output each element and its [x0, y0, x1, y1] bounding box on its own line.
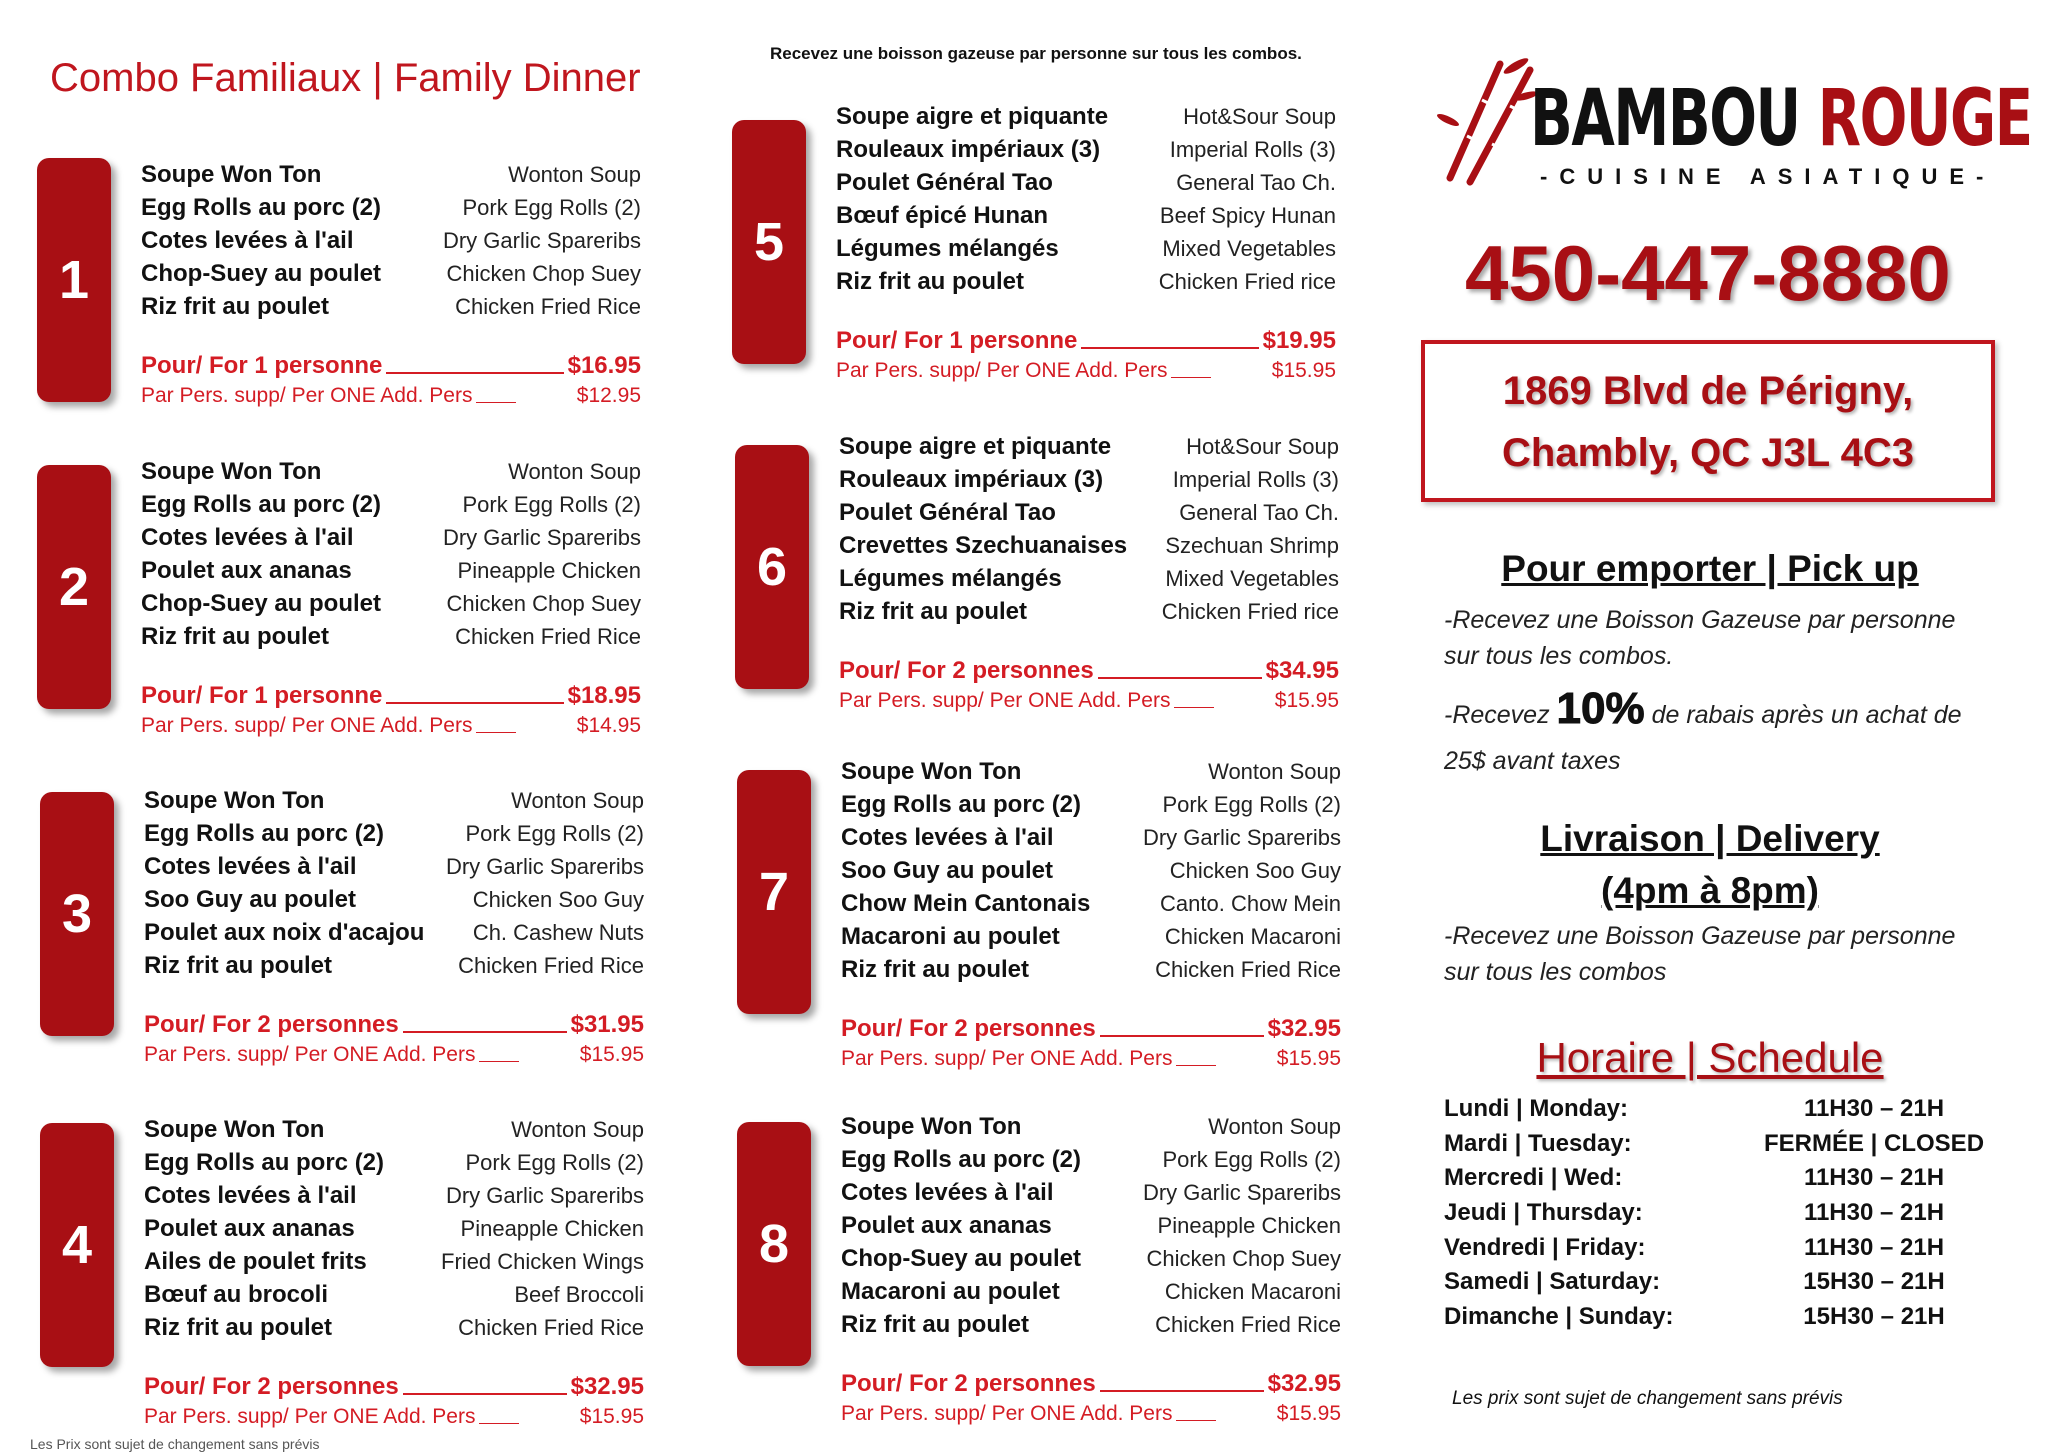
schedule-hours: 11H30 – 21H: [1803, 1233, 1945, 1261]
menu-item: [141, 191, 641, 224]
item-name-fr: Egg Rolls au porc (2): [141, 491, 382, 518]
combo-price-row: [836, 327, 1336, 355]
item-name-en: Hot&Sour Soup: [1186, 434, 1339, 459]
item-name-fr: Soupe Won Ton: [144, 1116, 325, 1143]
discount-percent: 10%: [1556, 684, 1645, 733]
footnote: Les prix sont sujet de changement sans prévis: [1452, 1388, 1843, 1409]
menu-item: [839, 430, 1339, 463]
menu-item: [144, 1113, 644, 1146]
item-name-en: Wonton Soup: [511, 1117, 644, 1142]
delivery-note: -Recevez une Boisson Gazeuse par personne sur tous les combos: [1444, 922, 1956, 986]
item-name-en: Dry Garlic Spareribs: [442, 228, 641, 253]
menu-item: [841, 1176, 1341, 1209]
combo-number-badge: 7: [737, 770, 811, 1014]
schedule-hours: 15H30 – 21H: [1803, 1303, 1945, 1331]
extra-label: Par Pers. supp/ Per ONE Add. Pers: [141, 384, 473, 407]
extra-price: $15.95: [579, 1405, 644, 1428]
schedule-hours: 11H30 – 21H: [1803, 1199, 1945, 1227]
item-name-en: Pork Egg Rolls (2): [1162, 1147, 1341, 1172]
menu-item: [144, 883, 644, 916]
address-line-1: 1869 Blvd de Périgny,: [1502, 369, 1914, 413]
item-name-en: Pork Egg Rolls (2): [465, 1150, 644, 1175]
item-name-fr: Poulet aux ananas: [141, 557, 352, 584]
menu-item: [836, 133, 1336, 166]
menu-item: [839, 529, 1339, 562]
menu-item: [144, 850, 644, 883]
item-name-fr: Soo Guy au poulet: [144, 886, 357, 913]
combo-items: [144, 784, 644, 982]
menu-item: [839, 562, 1339, 595]
item-name-en: Chicken Fried Rice: [458, 1315, 644, 1340]
schedule-table: [1444, 1092, 2004, 1335]
menu-item: [841, 1209, 1341, 1242]
schedule-hours: 11H30 – 21H: [1803, 1164, 1945, 1192]
item-name-fr: Macaroni au poulet: [841, 923, 1060, 950]
menu-item: [841, 887, 1341, 920]
menu-item: [144, 784, 644, 817]
combo-price-row: [141, 682, 641, 710]
delivery-heading: Livraison | Delivery: [1540, 818, 1880, 859]
combo-price-row: [144, 1373, 644, 1401]
extra-price: $15.95: [1274, 689, 1339, 712]
brand-subtitle: -CUISINE ASIATIQUE-: [1540, 164, 1996, 189]
menu-item: [841, 1110, 1341, 1143]
schedule-day: Mardi | Tuesday:: [1444, 1129, 1632, 1157]
extra-person-row: [841, 1047, 1341, 1071]
item-name-en: Dry Garlic Spareribs: [1142, 825, 1341, 850]
combo-items: [841, 755, 1341, 986]
extra-label: Par Pers. supp/ Per ONE Add. Pers: [141, 714, 473, 737]
menu-item: [141, 224, 641, 257]
item-name-fr: Soupe Won Ton: [841, 758, 1022, 785]
menu-item: [841, 788, 1341, 821]
pickup-note: -Recevez une Boisson Gazeuse par personne sur tous les combos.: [1444, 606, 1956, 670]
combo-number-badge: 4: [40, 1123, 114, 1367]
item-name-fr: Chop-Suey au poulet: [141, 590, 381, 617]
item-name-fr: Bœuf au brocoli: [144, 1281, 328, 1308]
menu-item: [141, 620, 641, 653]
menu-item: [839, 496, 1339, 529]
extra-price: $12.95: [576, 384, 641, 407]
item-name-en: Chicken Fried Rice: [1155, 957, 1341, 982]
combo-number-badge: 2: [37, 465, 111, 709]
menu-item: [144, 916, 644, 949]
brand-name: BAMBOU ROUGE: [1530, 74, 2032, 164]
item-name-en: Mixed Vegetables: [1162, 236, 1336, 261]
price-value: $18.95: [567, 682, 641, 709]
item-name-en: Beef Spicy Hunan: [1159, 203, 1336, 228]
price-label: Pour/ For 2 personnes: [839, 657, 1094, 684]
pickup-heading: Pour emporter | Pick up: [1501, 548, 1919, 589]
item-name-en: Dry Garlic Spareribs: [445, 1183, 644, 1208]
item-name-en: Beef Broccoli: [514, 1282, 644, 1307]
item-name-en: Hot&Sour Soup: [1183, 104, 1336, 129]
bottom-fragment: Les Prix sont sujet de changement sans prévis: [30, 1436, 320, 1452]
address-box: [1421, 340, 1995, 502]
item-name-en: Wonton Soup: [511, 788, 644, 813]
item-name-fr: Poulet aux ananas: [144, 1215, 355, 1242]
item-name-fr: Soupe Won Ton: [141, 458, 322, 485]
item-name-fr: Bœuf épicé Hunan: [836, 202, 1049, 229]
price-label: Pour/ For 2 personnes: [841, 1015, 1096, 1042]
item-name-en: Chicken Macaroni: [1164, 1279, 1341, 1304]
menu-item: [144, 949, 644, 982]
combo-price-row: [839, 657, 1339, 685]
menu-item: [144, 1179, 644, 1212]
price-label: Pour/ For 1 personne: [141, 682, 383, 709]
schedule-row: [1444, 1127, 2004, 1162]
item-name-en: Chicken Fried rice: [1161, 599, 1339, 624]
item-name-en: Pork Egg Rolls (2): [1162, 792, 1341, 817]
item-name-fr: Poulet aux ananas: [841, 1212, 1052, 1239]
item-name-en: Pineapple Chicken: [457, 558, 641, 583]
item-name-fr: Chop-Suey au poulet: [841, 1245, 1081, 1272]
menu-item: [839, 595, 1339, 628]
item-name-en: Chicken Fried Rice: [455, 624, 641, 649]
item-name-fr: Riz frit au poulet: [836, 268, 1024, 295]
item-name-fr: Cotes levées à l'ail: [841, 1179, 1054, 1206]
schedule-row: [1444, 1092, 2004, 1127]
item-name-en: Szechuan Shrimp: [1165, 533, 1339, 558]
menu-item: [836, 199, 1336, 232]
item-name-fr: Soupe aigre et piquante: [836, 103, 1109, 130]
schedule-hours: 15H30 – 21H: [1803, 1268, 1945, 1296]
schedule-day: Samedi | Saturday:: [1444, 1268, 1661, 1296]
price-value: $34.95: [1265, 657, 1339, 684]
combo-price-row: [841, 1370, 1341, 1398]
menu-item: [144, 1278, 644, 1311]
extra-person-row: [836, 359, 1336, 383]
item-name-fr: Riz frit au poulet: [144, 952, 332, 979]
item-name-en: Chicken Fried Rice: [455, 294, 641, 319]
item-name-en: Chicken Fried rice: [1158, 269, 1336, 294]
price-value: $16.95: [567, 352, 641, 379]
extra-label: Par Pers. supp/ Per ONE Add. Pers: [144, 1043, 476, 1066]
bamboo-icon: [1430, 56, 1540, 186]
combo-price-row: [141, 352, 641, 380]
menu-item: [144, 1146, 644, 1179]
item-name-fr: Riz frit au poulet: [839, 598, 1027, 625]
price-label: Pour/ For 1 personne: [141, 352, 383, 379]
schedule-row: [1444, 1265, 2004, 1300]
combo-items: [836, 100, 1336, 298]
menu-item: [141, 587, 641, 620]
item-name-fr: Egg Rolls au porc (2): [144, 820, 385, 847]
schedule-row: [1444, 1196, 2004, 1231]
schedule-day: Mercredi | Wed:: [1444, 1164, 1623, 1192]
item-name-fr: Crevettes Szechuanaises: [839, 532, 1128, 559]
price-value: $31.95: [570, 1011, 644, 1038]
item-name-fr: Riz frit au poulet: [144, 1314, 332, 1341]
item-name-fr: Rouleaux impériaux (3): [839, 466, 1104, 493]
menu-item: [841, 821, 1341, 854]
schedule-row: [1444, 1300, 2004, 1335]
extra-label: Par Pers. supp/ Per ONE Add. Pers: [841, 1402, 1173, 1425]
item-name-en: Pineapple Chicken: [460, 1216, 644, 1241]
menu-item: [144, 1212, 644, 1245]
item-name-fr: Cotes levées à l'ail: [141, 524, 354, 551]
item-name-en: Chicken Macaroni: [1164, 924, 1341, 949]
item-name-fr: Cotes levées à l'ail: [144, 853, 357, 880]
item-name-fr: Riz frit au poulet: [841, 1311, 1029, 1338]
schedule-title: Horaire | Schedule: [1536, 1034, 1884, 1081]
extra-price: $15.95: [1276, 1047, 1341, 1070]
item-name-fr: Cotes levées à l'ail: [841, 824, 1054, 851]
item-name-fr: Légumes mélangés: [839, 565, 1062, 592]
address: [1425, 344, 1991, 484]
item-name-fr: Cotes levées à l'ail: [141, 227, 354, 254]
combo-items: [839, 430, 1339, 628]
menu-item: [144, 817, 644, 850]
menu-item: [839, 463, 1339, 496]
item-name-fr: Soupe Won Ton: [141, 161, 322, 188]
combo-number-badge: 8: [737, 1122, 811, 1366]
menu-item: [141, 554, 641, 587]
extra-label: Par Pers. supp/ Per ONE Add. Pers: [144, 1405, 476, 1428]
item-name-fr: Chow Mein Cantonais: [841, 890, 1091, 917]
extra-person-row: [141, 384, 641, 408]
item-name-en: Chicken Fried Rice: [458, 953, 644, 978]
menu-item: [141, 257, 641, 290]
item-name-fr: Egg Rolls au porc (2): [141, 194, 382, 221]
item-name-en: Dry Garlic Spareribs: [442, 525, 641, 550]
logo: [1430, 56, 2032, 196]
item-name-en: Pineapple Chicken: [1157, 1213, 1341, 1238]
menu-item: [841, 1143, 1341, 1176]
item-name-en: Imperial Rolls (3): [1169, 137, 1336, 162]
item-name-fr: Egg Rolls au porc (2): [841, 791, 1082, 818]
menu-item: [841, 1275, 1341, 1308]
item-name-en: Wonton Soup: [508, 162, 641, 187]
pickup-discount: -Recevez 10% de rabais après un achat de 25$ avant taxes: [1444, 684, 1962, 775]
item-name-en: Dry Garlic Spareribs: [445, 854, 644, 879]
menu-item: [841, 854, 1341, 887]
extra-person-row: [144, 1043, 644, 1067]
combo-number-badge: 5: [732, 120, 806, 364]
item-name-en: Imperial Rolls (3): [1172, 467, 1339, 492]
extra-price: $15.95: [1276, 1402, 1341, 1425]
delivery-hours: (4pm à 8pm): [1601, 870, 1819, 911]
item-name-en: Chicken Chop Suey: [446, 591, 641, 616]
menu-item: [141, 290, 641, 323]
price-value: $32.95: [570, 1373, 644, 1400]
schedule-hours: 11H30 – 21H: [1803, 1095, 1945, 1122]
price-label: Pour/ For 2 personnes: [144, 1011, 399, 1038]
item-name-fr: Riz frit au poulet: [141, 293, 329, 320]
price-value: $19.95: [1262, 327, 1336, 354]
item-name-en: Pork Egg Rolls (2): [465, 821, 644, 846]
menu-item: [841, 920, 1341, 953]
schedule-day: Dimanche | Sunday:: [1444, 1303, 1674, 1331]
combo-items: [141, 455, 641, 653]
item-name-fr: Légumes mélangés: [836, 235, 1059, 262]
menu-item: [141, 521, 641, 554]
item-name-en: Mixed Vegetables: [1165, 566, 1339, 591]
phone-number[interactable]: 450-447-8880: [1465, 229, 1951, 317]
combo-items: [144, 1113, 644, 1344]
item-name-fr: Soo Guy au poulet: [841, 857, 1054, 884]
item-name-fr: Soupe Won Ton: [841, 1113, 1022, 1140]
extra-label: Par Pers. supp/ Per ONE Add. Pers: [841, 1047, 1173, 1070]
schedule-hours: FERMÉE | CLOSED: [1763, 1129, 1985, 1157]
top-note: Recevez une boisson gazeuse par personne sur tous les combos.: [770, 44, 1302, 63]
extra-price: $15.95: [579, 1043, 644, 1066]
item-name-en: General Tao Ch.: [1176, 170, 1336, 195]
item-name-fr: Soupe aigre et piquante: [839, 433, 1112, 460]
menu-item: [836, 265, 1336, 298]
price-label: Pour/ For 2 personnes: [144, 1373, 399, 1400]
item-name-en: Wonton Soup: [1208, 759, 1341, 784]
item-name-fr: Poulet aux noix d'acajou: [144, 919, 425, 946]
address-line-2: Chambly, QC J3L 4C3: [1502, 431, 1914, 475]
item-name-en: General Tao Ch.: [1179, 500, 1339, 525]
extra-label: Par Pers. supp/ Per ONE Add. Pers: [836, 359, 1168, 382]
menu-item: [836, 232, 1336, 265]
menu-item: [841, 953, 1341, 986]
item-name-fr: Egg Rolls au porc (2): [841, 1146, 1082, 1173]
item-name-fr: Riz frit au poulet: [841, 956, 1029, 983]
item-name-en: Chicken Chop Suey: [446, 261, 641, 286]
menu-item: [144, 1311, 644, 1344]
item-name-en: Dry Garlic Spareribs: [1142, 1180, 1341, 1205]
item-name-fr: Egg Rolls au porc (2): [144, 1149, 385, 1176]
combo-number-badge: 6: [735, 445, 809, 689]
item-name-en: Chicken Soo Guy: [472, 887, 644, 912]
menu-item: [841, 755, 1341, 788]
item-name-en: Wonton Soup: [1208, 1114, 1341, 1139]
item-name-fr: Cotes levées à l'ail: [144, 1182, 357, 1209]
combo-items: [841, 1110, 1341, 1341]
item-name-en: Fried Chicken Wings: [441, 1249, 644, 1274]
menu-item: [144, 1245, 644, 1278]
price-value: $32.95: [1267, 1370, 1341, 1397]
menu-item: [141, 158, 641, 191]
combo-items: [141, 158, 641, 323]
item-name-en: Chicken Chop Suey: [1146, 1246, 1341, 1271]
combo-price-row: [841, 1015, 1341, 1043]
extra-person-row: [839, 689, 1339, 713]
menu-item: [841, 1308, 1341, 1341]
item-name-fr: Poulet Général Tao: [836, 169, 1053, 196]
menu-item: [836, 100, 1336, 133]
item-name-en: Wonton Soup: [508, 459, 641, 484]
menu-item: [141, 455, 641, 488]
extra-price: $14.95: [576, 714, 641, 737]
extra-person-row: [141, 714, 641, 738]
item-name-fr: Rouleaux impériaux (3): [836, 136, 1101, 163]
item-name-fr: Ailes de poulet frits: [144, 1248, 367, 1275]
schedule-row: [1444, 1161, 2004, 1196]
menu-item: [841, 1242, 1341, 1275]
combo-price-row: [144, 1011, 644, 1039]
combo-number-badge: 1: [37, 158, 111, 402]
page-title: Combo Familiaux | Family Dinner: [50, 56, 641, 100]
extra-label: Par Pers. supp/ Per ONE Add. Pers: [839, 689, 1171, 712]
item-name-fr: Macaroni au poulet: [841, 1278, 1060, 1305]
item-name-fr: Poulet Général Tao: [839, 499, 1056, 526]
schedule-day: Lundi | Monday:: [1444, 1095, 1629, 1122]
item-name-en: Pork Egg Rolls (2): [462, 195, 641, 220]
extra-person-row: [841, 1402, 1341, 1426]
menu-item: [141, 488, 641, 521]
extra-person-row: [144, 1405, 644, 1429]
item-name-en: Pork Egg Rolls (2): [462, 492, 641, 517]
item-name-en: Canto. Chow Mein: [1160, 891, 1341, 916]
schedule-day: Jeudi | Thursday:: [1444, 1199, 1643, 1227]
combo-number-badge: 3: [40, 792, 114, 1036]
item-name-fr: Riz frit au poulet: [141, 623, 329, 650]
item-name-en: Chicken Soo Guy: [1169, 858, 1341, 883]
schedule-day: Vendredi | Friday:: [1444, 1233, 1646, 1261]
item-name-en: Ch. Cashew Nuts: [472, 920, 644, 945]
item-name-fr: Chop-Suey au poulet: [141, 260, 381, 287]
item-name-fr: Soupe Won Ton: [144, 787, 325, 814]
schedule-row: [1444, 1231, 2004, 1266]
price-value: $32.95: [1267, 1015, 1341, 1042]
item-name-en: Chicken Fried Rice: [1155, 1312, 1341, 1337]
menu-item: [836, 166, 1336, 199]
price-label: Pour/ For 2 personnes: [841, 1370, 1096, 1397]
price-label: Pour/ For 1 personne: [836, 327, 1078, 354]
extra-price: $15.95: [1271, 359, 1336, 382]
